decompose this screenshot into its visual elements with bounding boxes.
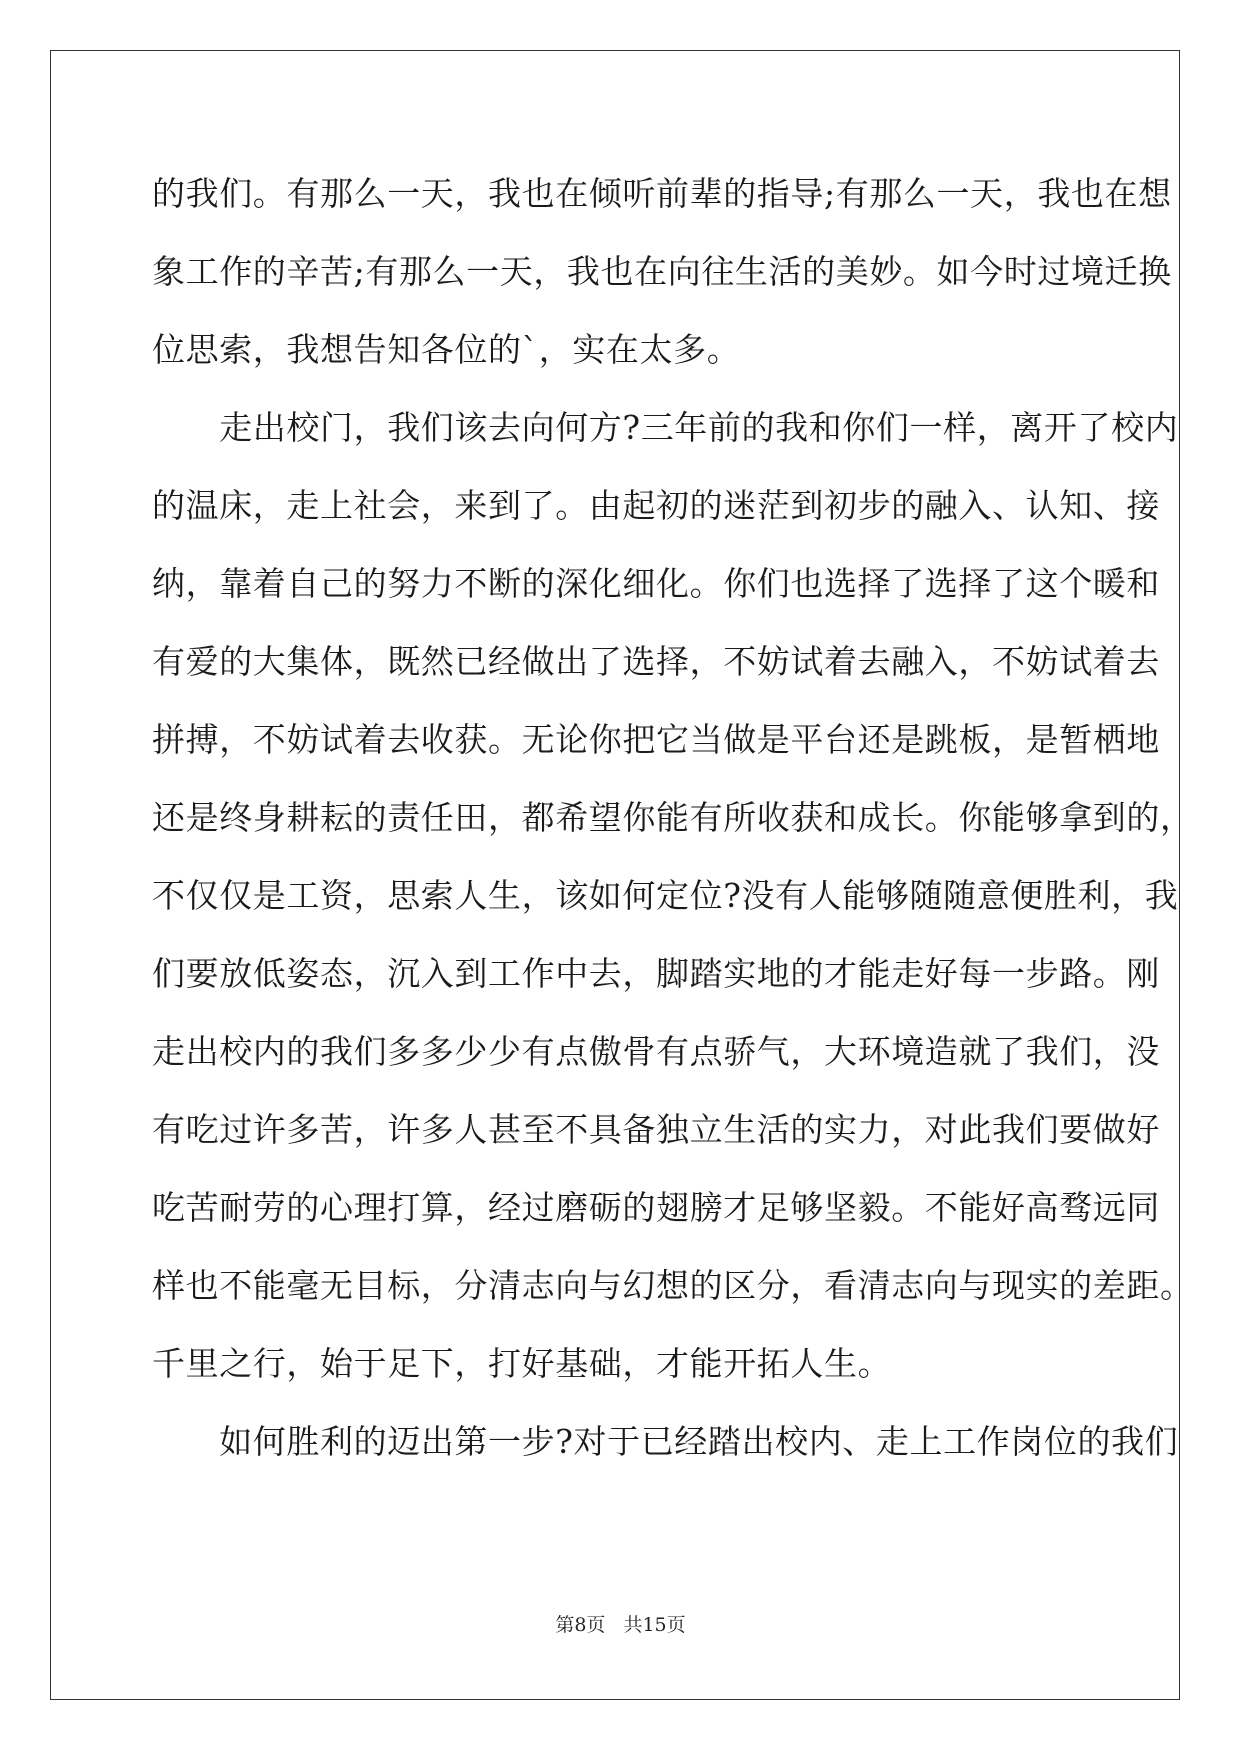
text-line: 的温床，走上社会，来到了。由起初的迷茫到初步的融入、认知、接 <box>152 486 1160 525</box>
text-line: 走出校门，我们该去向何方?三年前的我和你们一样，离开了校内 <box>152 408 1179 447</box>
page-total: 共15页 <box>623 1614 686 1636</box>
text-line: 有爱的大集体，既然已经做出了选择，不妨试着去融入，不妨试着去 <box>152 642 1160 681</box>
text-line: 位思索，我想告知各位的`，实在太多。 <box>152 330 741 369</box>
page-number: 第8页 <box>555 1614 606 1636</box>
text-line: 的我们。有那么一天，我也在倾听前辈的指导;有那么一天，我也在想 <box>152 174 1172 213</box>
text-line: 吃苦耐劳的心理打算，经过磨砺的翅膀才足够坚毅。不能好高骛远同 <box>152 1188 1160 1227</box>
text-line: 象工作的辛苦;有那么一天，我也在向往生活的美妙。如今时过境迁换 <box>152 252 1172 291</box>
text-line: 走出校内的我们多多少少有点傲骨有点骄气，大环境造就了我们，没 <box>152 1032 1160 1071</box>
text-line: 样也不能毫无目标，分清志向与幻想的区分，看清志向与现实的差距。 <box>152 1266 1194 1305</box>
page-footer <box>0 1610 1241 1637</box>
text-line: 们要放低姿态，沉入到工作中去，脚踏实地的才能走好每一步路。刚 <box>152 954 1160 993</box>
text-line: 有吃过许多苦，许多人甚至不具备独立生活的实力，对此我们要做好 <box>152 1110 1160 1149</box>
text-line: 还是终身耕耘的责任田，都希望你能有所收获和成长。你能够拿到的， <box>152 798 1194 837</box>
text-line: 如何胜利的迈出第一步?对于已经踏出校内、走上工作岗位的我们 <box>152 1422 1179 1461</box>
document-body <box>152 155 1194 1481</box>
text-line: 纳，靠着自己的努力不断的深化细化。你们也选择了选择了这个暖和 <box>152 564 1160 603</box>
text-line: 千里之行，始于足下，打好基础，才能开拓人生。 <box>152 1344 892 1383</box>
text-line: 拼搏，不妨试着去收获。无论你把它当做是平台还是跳板，是暂栖地 <box>152 720 1160 759</box>
text-line: 不仅仅是工资，思索人生，该如何定位?没有人能够随随意便胜利，我 <box>152 876 1179 915</box>
